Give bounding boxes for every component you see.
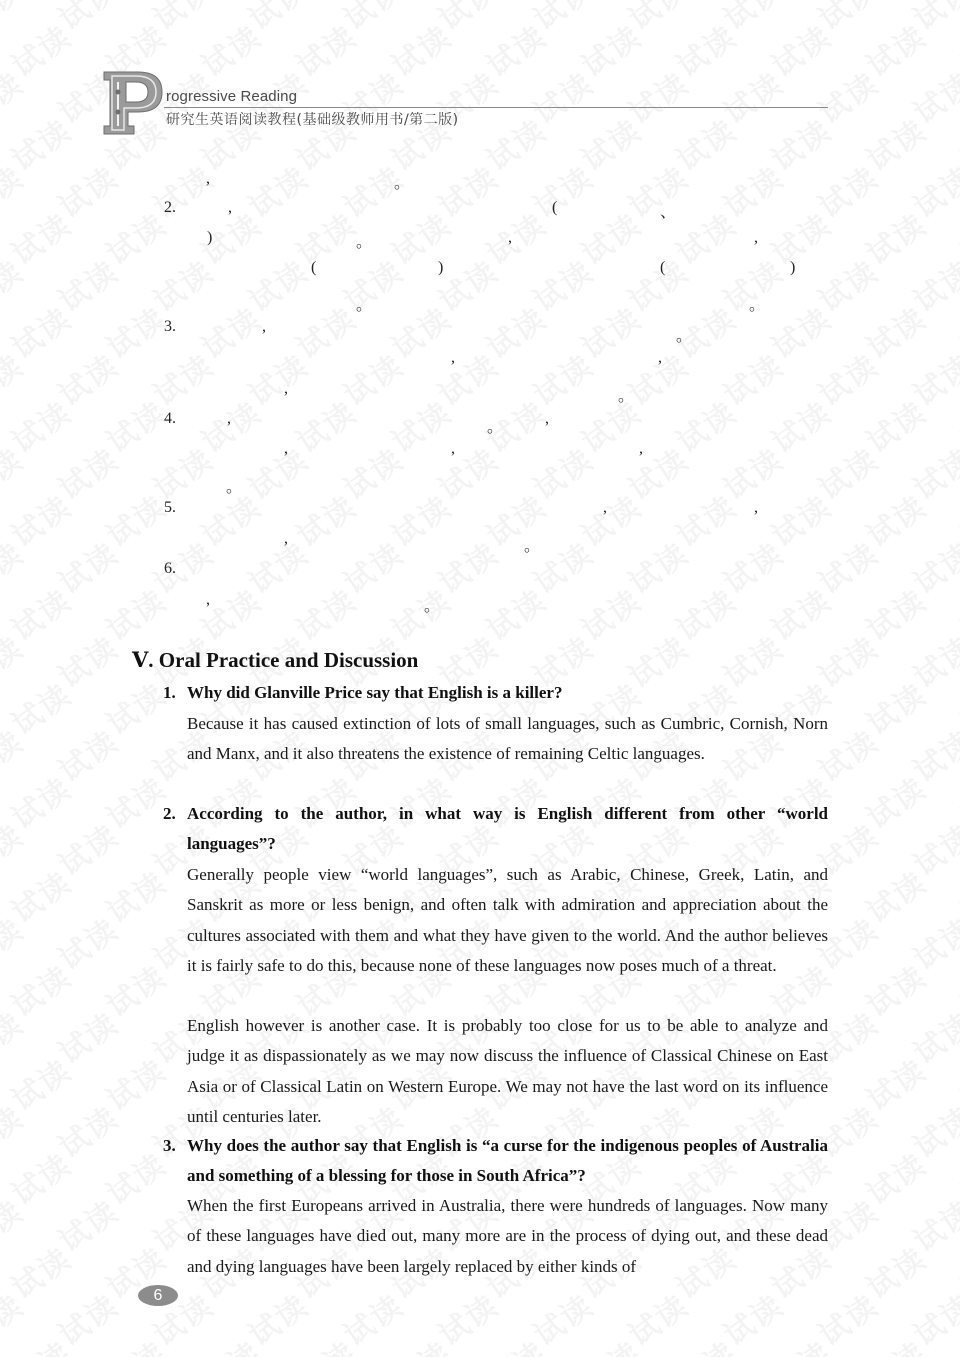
answer-paragraph: Generally people view “world languages”, such as Arabic, Chinese, Greek, Latin, and Sanskrit as more or less benign, and often talk with admiration and appreciation about the cultures associated with them and what they have given to the world. And the author believes it is fairly safe to do this, because none of these languages now poses much of a threat. [187, 865, 828, 975]
item-number: 4. [164, 410, 176, 427]
header-divider [164, 107, 828, 108]
punct-period: 。 [356, 297, 373, 314]
punct-comma: , [228, 199, 232, 216]
punct-comma: , [508, 229, 512, 246]
question-text: According to the author, in what way is English different from other “world languages”? [187, 804, 828, 854]
answer-paragraph: Because it has caused extinction of lots of small languages, such as Cumbric, Cornish, Norn and Manx, and it also threatens the existence of remaining Celtic languages. [187, 714, 828, 764]
punct-comma: , [451, 349, 455, 366]
punct-paren-open: ( [311, 259, 317, 276]
punct-comma: , [451, 440, 455, 457]
answer-paragraph: When the first Europeans arrived in Australia, there were hundreds of languages. Now many of these languages have died out, many more are in the process of dying out, and these dead and dying languages have been largely replaced by either kinds of [187, 1196, 828, 1276]
question-number: 3. [163, 1136, 176, 1155]
question-number: 1. [163, 683, 176, 702]
punct-comma: , [284, 440, 288, 457]
punct-paren-close: ) [790, 259, 796, 276]
punct-comma: , [545, 410, 549, 427]
section-heading [132, 647, 418, 673]
punct-paren-close: ) [438, 259, 444, 276]
punct-period: 。 [487, 419, 504, 436]
question-text: Why does the author say that English is “a curse for the indigenous peoples of Australia and something of a blessing for those in South Africa”? [187, 1136, 828, 1186]
logo-p-icon [102, 68, 164, 136]
punct-period: 。 [356, 234, 373, 251]
punct-period: 。 [749, 297, 766, 314]
section-title: Oral Practice and Discussion [158, 648, 419, 672]
punct-comma: , [206, 591, 210, 608]
question-1 [163, 678, 828, 708]
punct-enum-comma: 、 [660, 204, 677, 221]
punct-period: 。 [676, 328, 693, 345]
punct-comma: , [658, 349, 662, 366]
question-number: 2. [163, 804, 176, 823]
punct-period: 。 [618, 388, 635, 405]
punct-comma: , [754, 499, 758, 516]
section-number: Ⅴ. [132, 648, 154, 672]
page-number-badge: 6 [138, 1285, 178, 1306]
punct-comma: , [284, 380, 288, 397]
punct-period: 。 [424, 598, 441, 615]
punct-paren-close: ) [207, 229, 213, 246]
header-subtitle: 研究生英语阅读教程(基础级教师用书/第二版) [166, 112, 459, 128]
question-2 [163, 799, 828, 860]
punct-period: 。 [226, 479, 243, 496]
question-text: Why did Glanville Price say that English is a killer? [187, 683, 563, 702]
punct-period: 。 [394, 175, 411, 192]
item-number: 5. [164, 499, 176, 516]
punct-comma: , [206, 170, 210, 187]
punct-comma: , [284, 530, 288, 547]
punct-paren-open: ( [660, 259, 666, 276]
punct-paren-open: ( [552, 199, 558, 216]
item-number: 3. [164, 318, 176, 335]
punct-comma: , [603, 499, 607, 516]
punct-period: 。 [524, 538, 541, 555]
punct-comma: , [262, 318, 266, 335]
punct-comma: , [639, 440, 643, 457]
item-number: 6. [164, 560, 176, 577]
question-3 [163, 1131, 828, 1192]
item-number: 2. [164, 199, 176, 216]
punct-comma: , [227, 410, 231, 427]
header-title: rogressive Reading [166, 88, 298, 105]
answer-paragraph: English however is another case. It is probably too close for us to be able to analyze and judge it as dispassionately as we may now discuss the influence of Classical Chinese on East Asia or of Classical Latin on Western Europe. We may not have the last word on its influence until centuries later. [187, 1016, 828, 1126]
punct-comma: , [754, 229, 758, 246]
